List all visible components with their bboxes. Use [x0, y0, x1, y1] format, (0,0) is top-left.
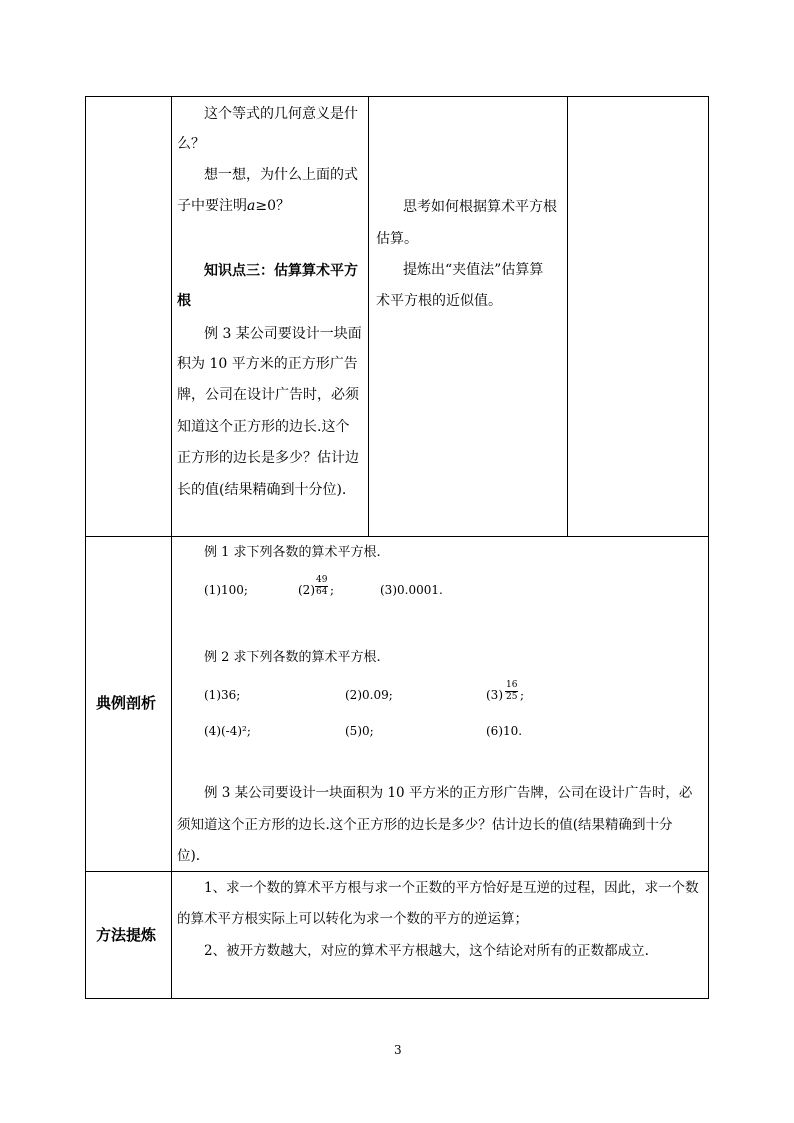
example1-fraction-num: 49: [316, 575, 328, 585]
table-top-border: [85, 96, 709, 97]
col3-divider: [567, 96, 568, 537]
r1c2-ex3-line1: 例 3 某公司要设计一块面: [204, 326, 362, 342]
example2-fraction-suffix: ;: [520, 688, 525, 702]
r1c2-ex3-line3: 牌，公司在设计广告时，必须: [177, 387, 359, 403]
example1-item1: (1)100;: [204, 583, 248, 597]
r1c2-line1: 这个等式的几何意义是什: [204, 106, 358, 122]
example3-line2: 须知道这个正方形的边长.这个正方形的边长是多少？估计边长的值(结果精确到十分: [177, 817, 673, 833]
r1c2-line4-prefix: 子中要注明: [177, 198, 247, 214]
r1c2-ex3-line4: 知道这个正方形的边长.这个: [177, 419, 350, 435]
example3-line3: 位).: [177, 848, 201, 864]
example2-item2: (2)0.09;: [345, 688, 393, 702]
example1-item3: (3)0.0001.: [380, 583, 443, 597]
example1-item2: (2): [298, 583, 315, 597]
method-point1-line2: 的算术平方根实际上可以转化为求一个数的平方的逆运算；: [177, 911, 528, 927]
example3-line1: 例 3 某公司要设计一块面积为 10 平方米的正方形广告牌，公司在设计广告时，必: [204, 785, 693, 801]
row2-bottom-border: [85, 871, 709, 872]
example2-item5: (5)0;: [345, 724, 374, 738]
method-point2: 2、被开方数越大，对应的算术平方根越大，这个结论对所有的正数都成立.: [204, 943, 649, 959]
r1c3-line1: 思考如何根据算术平方根: [403, 199, 557, 215]
example1-title: 例 1 求下列各数的算术平方根.: [204, 545, 381, 560]
example1-fraction-den: 64: [316, 587, 328, 597]
col1-divider: [171, 96, 172, 999]
method-point1-line1: 1、求一个数的算术平方根与求一个正数的平方恰好是互逆的过程，因此，求一个数: [204, 880, 699, 896]
r1c2-ex3-line5: 正方形的边长是多少？估计边: [177, 450, 359, 466]
example1-fraction: [315, 576, 328, 597]
example2-title: 例 2 求下列各数的算术平方根.: [204, 650, 381, 665]
r1c2-line4: [177, 199, 290, 213]
r1c2-ex3-line2: 积为 10 平方米的正方形广告: [177, 356, 358, 372]
example2-item6: (6)10.: [486, 724, 523, 738]
r1c2-line2: 么？: [177, 136, 205, 152]
example2-item3: (3): [486, 688, 503, 702]
example2-item4: (4)(-4)²;: [204, 724, 251, 738]
r1c2-ex3-line6: 长的值(结果精确到十分位).: [177, 482, 347, 498]
r1c3-line2: 估算。: [376, 231, 418, 247]
knowledge-point-3-heading: 知识点三：估算算术平方: [204, 263, 358, 279]
r1c3-line4: 术平方根的近似值。: [376, 293, 502, 309]
example2-item1: (1)36;: [204, 688, 241, 702]
knowledge-point-3-heading-cont: 根: [177, 293, 191, 309]
example2-fraction-den: 25: [506, 692, 518, 702]
r1c2-line3: 想一想，为什么上面的式: [204, 167, 358, 183]
row2-label: 典例剖析: [96, 694, 157, 712]
example2-fraction: [505, 681, 518, 702]
r1c2-line4-suffix: ≥0？: [255, 198, 290, 214]
table-right-border: [708, 96, 709, 999]
row3-label: 方法提炼: [96, 926, 157, 944]
example2-fraction-num: 16: [506, 680, 518, 690]
r1c3-line3: 提炼出“夹值法”估算算: [403, 262, 544, 278]
page-number: 3: [394, 1043, 402, 1057]
table-bottom-border: [85, 998, 709, 999]
col2-divider: [368, 96, 369, 537]
example1-fraction-suffix: ;: [330, 583, 335, 597]
table-left-border: [85, 96, 86, 999]
row1-bottom-border: [85, 536, 709, 537]
r1c2-line4-var: a: [247, 198, 256, 214]
